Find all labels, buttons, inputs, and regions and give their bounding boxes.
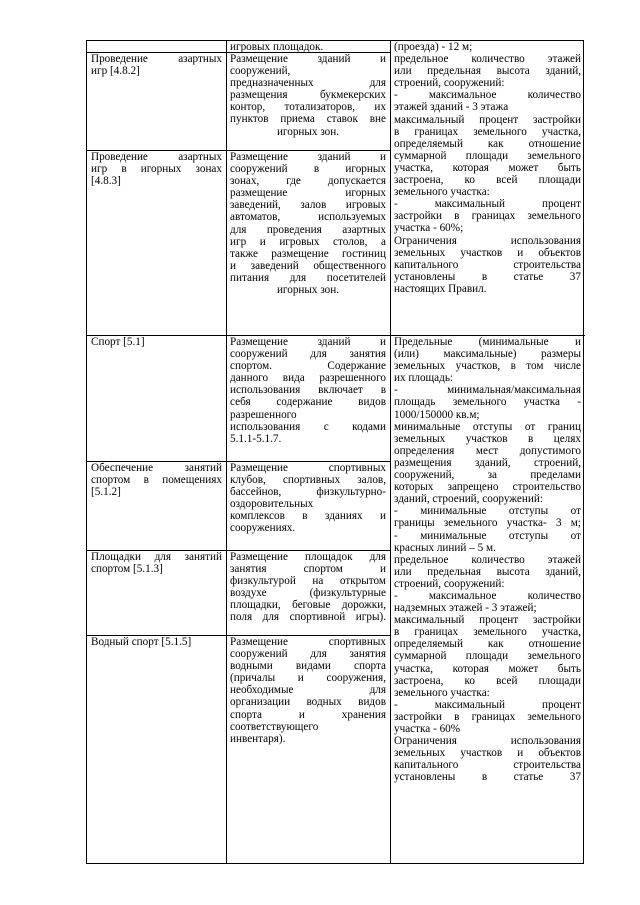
text-line: установлены в статье 37 — [394, 771, 581, 784]
text-line: бассейнов, физкультурно- — [230, 486, 386, 499]
text-line: занятия спортом и — [230, 563, 386, 576]
text-line: инвентаря). — [230, 732, 286, 745]
text-line: данного вида разрешенного — [230, 372, 386, 385]
text-line: спортом. Содержание — [230, 360, 386, 373]
use-description — [226, 151, 390, 296]
text-line: игровых площадок. — [230, 41, 324, 53]
text-line: Размещение спортивных — [230, 636, 386, 648]
text-line: питания для посетителей — [230, 271, 386, 284]
text-line: организации водных видов — [230, 696, 386, 709]
text-line: автоматов, используемых — [230, 211, 386, 224]
text-line: игр [4.8.2] — [91, 65, 140, 78]
text-line: Ограничения использования — [394, 735, 581, 748]
text-line: спортом [5.1.3] — [91, 563, 163, 576]
use-type-name — [87, 151, 226, 187]
use-type-name — [87, 336, 226, 348]
text-line: - минимальная/максимальная — [394, 384, 581, 397]
use-description — [226, 53, 390, 138]
text-line: физкультурой на открытом — [230, 575, 386, 588]
text-line: для проведения азартных — [230, 223, 386, 236]
text-line: земельных участков в целях — [394, 432, 581, 445]
text-line: себя содержание видов — [230, 396, 386, 409]
text-line: предельное количество этажей — [394, 53, 581, 66]
text-line: зонах, где допускается — [230, 175, 386, 188]
text-line: (причалы и сооружения, — [230, 672, 386, 685]
text-line: Размещение зданий и — [230, 336, 386, 348]
text-line: (или) максимальные) размеры — [394, 348, 581, 361]
text-line: участка, которая может быть — [394, 161, 581, 174]
text-line: участка - 60% — [394, 723, 461, 735]
text-line: суммарной площади земельного — [394, 650, 581, 663]
text-line: размещения зданий, строений, — [394, 456, 581, 469]
text-line: спортом в помещениях — [91, 474, 222, 487]
text-line: этажей зданий - 3 этажа — [394, 101, 509, 114]
text-line: использования включает в — [230, 384, 386, 397]
text-line: земельного участка: — [394, 686, 490, 699]
text-line: (проезда) - 12 м; — [394, 41, 473, 53]
text-line: и заведений общественного — [230, 259, 386, 272]
use-type-name — [87, 636, 226, 648]
text-line: сооружений в игорных — [230, 163, 386, 176]
text-line: земельных участков и объектов — [394, 246, 581, 259]
land-use-table — [86, 40, 584, 864]
text-line: игр и игровых столов, а — [230, 235, 386, 248]
text-line: застроена, ко всей площади — [394, 174, 581, 187]
text-line: - максимальное количество — [394, 89, 581, 102]
text-line: застройки в границах земельного — [394, 210, 581, 223]
text-line: поля для спортивной игры). — [230, 611, 386, 624]
text-line: игорных зон. — [276, 284, 340, 297]
text-line: участка, которая может быть — [394, 662, 581, 675]
use-description — [226, 636, 390, 745]
text-line: также размещение гостиниц — [230, 247, 386, 260]
text-line: застроена, ко всей площади — [394, 674, 581, 687]
text-line: предельное количество этажей — [394, 553, 581, 566]
use-type-name — [87, 462, 226, 498]
text-line: Обеспечение занятий — [91, 462, 222, 474]
text-line: сооружений для занятия — [230, 348, 386, 361]
text-line: Проведение азартных — [91, 53, 222, 65]
text-line: определения мест допустимого — [394, 444, 581, 457]
text-line: надземных этажей - 3 этажей; — [394, 602, 537, 615]
text-line: капитального строительства — [394, 759, 581, 772]
text-line: комплексов в зданиях и — [230, 510, 386, 523]
text-line: предназначенных для — [230, 77, 386, 90]
text-line: настоящих Правил. — [394, 282, 487, 295]
text-line: в границах земельного участка, — [394, 626, 581, 639]
text-line: зданий, строений, сооружений: — [394, 493, 543, 506]
text-line: капитального строительства — [394, 258, 581, 271]
text-line: установлены в статье 37 — [394, 270, 581, 283]
text-line: застройки в границах земельного — [394, 710, 581, 723]
text-line: размещения букмекерских — [230, 89, 386, 102]
text-line: Размещение площадок для — [230, 551, 386, 563]
use-description — [226, 462, 390, 535]
text-line: Размещение зданий и — [230, 53, 386, 65]
text-line: Предельные (минимальные и — [394, 336, 581, 348]
text-line: - минимальные отступы от — [394, 505, 581, 518]
text-line: участка - 60%; — [394, 222, 464, 235]
text-line: - максимальный процент — [394, 198, 581, 211]
text-line: в границах земельного участка, — [394, 125, 581, 138]
text-line: - максимальный процент — [394, 698, 581, 711]
text-line: Спорт [5.1] — [91, 336, 145, 348]
text-line: земельного участка: — [394, 186, 490, 199]
text-line: красных линий – 5 м. — [394, 541, 496, 554]
text-line: площадь земельного участка - — [394, 396, 581, 409]
text-line: игр в игорных зонах — [91, 163, 222, 176]
text-line: 1000/150000 кв.м; — [394, 408, 480, 421]
text-line: использования с кодами — [230, 420, 386, 433]
text-line: их площадь: — [394, 372, 454, 385]
text-line: игорных зон. — [276, 125, 340, 138]
text-line: контор, тотализаторов, их — [230, 101, 386, 114]
text-line: пунктов приема ставок вне — [230, 113, 386, 126]
text-line: границы земельного участка- 3 м; — [394, 517, 581, 530]
text-line: определяемый как отношение — [394, 638, 581, 651]
text-line: Проведение азартных — [91, 151, 222, 163]
text-line: Размещение спортивных — [230, 462, 386, 474]
text-line: соответствующего — [230, 720, 319, 733]
text-line: или предельная высота зданий, — [394, 65, 581, 78]
text-line: площадки, беговые дорожки, — [230, 599, 386, 612]
text-line: - минимальные отступы от — [394, 529, 581, 542]
text-line: размещение игорных — [230, 187, 386, 200]
parameters-text-top — [390, 41, 585, 295]
text-line: строений, сооружений: — [394, 577, 505, 590]
use-description — [226, 336, 390, 445]
text-line: определяемый как отношение — [394, 137, 581, 150]
text-line: [5.1.2] — [91, 486, 121, 499]
text-line: водными видами спорта — [230, 660, 386, 673]
use-type-name — [87, 53, 226, 77]
use-type-name — [87, 551, 226, 575]
use-description — [226, 551, 390, 624]
text-line: воздухе (физкультурные — [230, 587, 386, 600]
text-line: сооружений, за пределами — [394, 469, 581, 482]
text-line: разрешенного — [230, 408, 297, 421]
text-line: земельных участков и объектов — [394, 747, 581, 760]
text-line: Ограничения использования — [394, 234, 581, 247]
text-line: 5.1.1-5.1.7. — [230, 432, 282, 445]
text-line: земельных участков, в том числе — [394, 360, 581, 373]
use-description — [226, 41, 390, 53]
text-line: Размещение зданий и — [230, 151, 386, 163]
text-line: Водный спорт [5.1.5] — [91, 636, 192, 648]
text-line: - максимальное количество — [394, 589, 581, 602]
text-line: клубов, спортивных залов, — [230, 474, 386, 487]
text-line: минимальные отступы от границ — [394, 420, 581, 433]
text-line: суммарной площади земельного — [394, 149, 581, 162]
text-line: максимальный процент застройки — [394, 614, 581, 627]
text-line: Площадки для занятий — [91, 551, 222, 563]
text-line: которых запрещено строительство — [394, 481, 581, 494]
text-line: необходимые для — [230, 684, 386, 697]
text-line: спорта и хранения — [230, 708, 386, 721]
text-line: строений, сооружений: — [394, 77, 505, 90]
text-line: сооружений, — [230, 65, 291, 78]
text-line: или предельная высота зданий, — [394, 565, 581, 578]
text-line: сооружений для занятия — [230, 648, 386, 661]
text-line: [4.8.3] — [91, 175, 121, 188]
text-line: оздоровительных — [230, 498, 314, 511]
parameters-text-bottom — [390, 336, 585, 783]
text-line: сооружениях. — [230, 522, 296, 535]
text-line: заведений, залов игровых — [230, 199, 386, 212]
text-line: максимальный процент застройки — [394, 113, 581, 126]
